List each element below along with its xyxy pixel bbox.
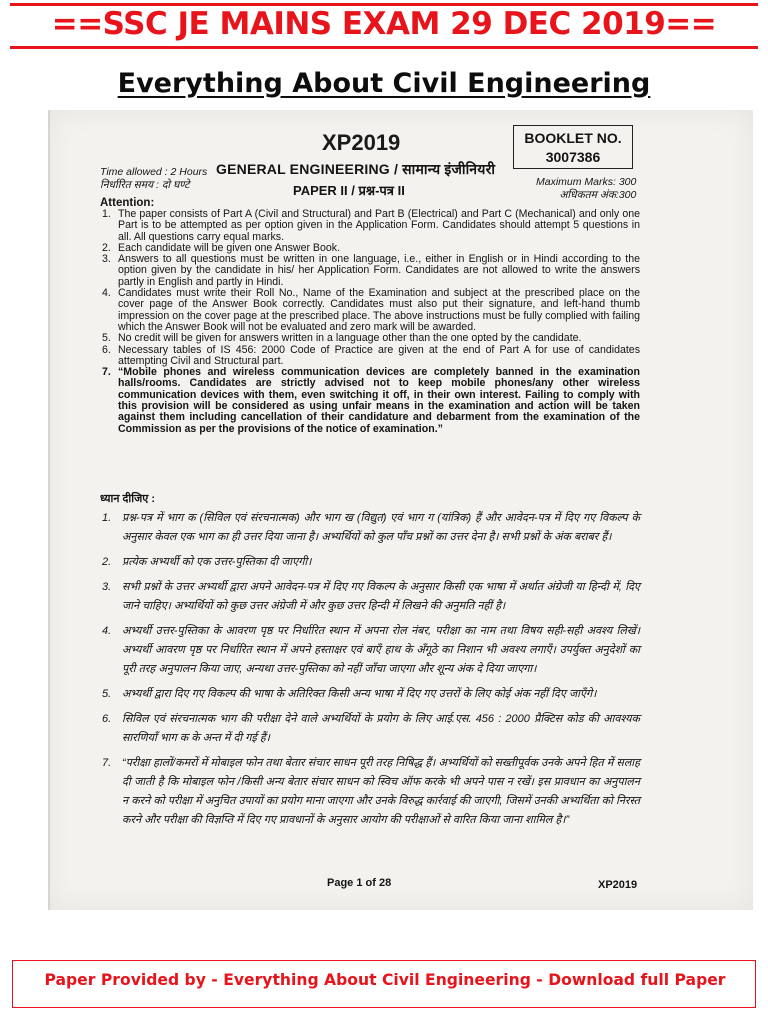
- instruction-text: प्रत्येक अभ्यर्थी को एक उत्तर-पुस्तिका दी जाएगी।: [122, 556, 312, 568]
- instruction-text: No credit will be given for answers written in a language other than the one opted by the candidate.: [118, 332, 582, 345]
- instruction-number: 5.: [102, 688, 112, 700]
- instruction-hi-item: [100, 553, 640, 572]
- instruction-text: अभ्यर्थी द्वारा दिए गए विकल्प की भाषा के अतिरिक्त किसी अन्य भाषा में दिए गए उत्तरों के लिए कोई अंक नहीं दिए जाएँगे।: [122, 688, 597, 700]
- instruction-text: Candidates must write their Roll No., Name of the Examination and subject at the prescribed place on the cover page of the Answer Book correctly. Candidates must also put their signature, and left-hand thumb impression on the cover page at the prescribed place. The above instructions must be fully complied with failing which the Answer Book will not be evaluated and zero mark will be awarded.: [118, 287, 640, 333]
- footer-banner[interactable]: [12, 960, 756, 1008]
- maximum-marks-en: Maximum Marks: 300: [536, 176, 637, 188]
- maximum-marks-hi: अधिकतम अंक:300: [559, 189, 637, 201]
- instruction-hi-item: [100, 578, 640, 616]
- instruction-number: 1.: [102, 208, 111, 220]
- booklet-box: [513, 125, 633, 169]
- instruction-number: 1.: [102, 512, 112, 524]
- instruction-text: Necessary tables of IS 456: 2000 Code of Practice are given at the end of Part A for use of candidates attempting Civil and Structural part.: [118, 343, 640, 367]
- instruction-number: 6.: [102, 713, 112, 725]
- hindi-heading: ध्यान दीजिए :: [100, 493, 156, 505]
- maximum-marks: [536, 176, 636, 202]
- page-number: Page 1 of 28: [327, 877, 392, 889]
- time-allowed-hi: निर्धारित समय : दो घण्टे: [100, 179, 190, 191]
- booklet-label: BOOKLET NO.: [524, 130, 622, 146]
- instruction-text: प्रश्न-पत्र में भाग क (सिविल एवं संरचनात्मक) और भाग ख (विद्युत) एवं भाग ग (यांत्रिक) हैं और आवेदन-पत्र में दिए गए विकल्प के अनुसार केवल एक भाग का ही उत्तर दिया जाना है। अभ्यर्थियों को कुल पाँच प्रश्नों का उत्तर देना है। सभी प्रश्नों के अंक बराबर हैं।: [122, 512, 640, 543]
- instruction-number: 7.: [102, 757, 112, 769]
- instruction-number: 7.: [102, 366, 111, 379]
- instruction-en-item: [100, 288, 640, 333]
- instruction-en-item: [100, 345, 640, 368]
- instruction-number: 4.: [102, 625, 112, 637]
- instruction-text: “Mobile phones and wireless communication devices are completely banned in the examination halls/rooms. Candidates are strictly advised not to keep mobile phones/any other wireless communication devices with them, even switching it off, in their own interest. Failing to comply with this provision will be considered as using unfair means in the examination and action will be taken against them including cancellation of their candidature and debarment from the examination of the Commission as per the provisions of the notice of examination.”: [118, 366, 640, 435]
- instruction-text: “परीक्षा हालों/कमरों में मोबाइल फोन तथा बेतार संचार साधन पूरी तरह निषिद्ध हैं। अभ्यर्थियों को सख्तीपूर्वक उनके अपने हित में सलाह दी जाती है कि मोबाइल फोन /किसी अन्य बेतार संचार साधन को स्विच ऑफ करके भी अपने पास न रखें। इस प्रावधान का अनुपालन न करने को परीक्षा में अनुचित उपायों का प्रयोग माना जाएगा और उनके विरुद्ध कार्रवाई की जाएगी, जिसमें उनकी अभ्यर्थिता को निरस्त करने और परीक्षा की विज्ञप्ति में दिए गए प्रावधानों के अनुसार आयोग की परीक्षाओं से वारित किया जाना शामिल है।”: [122, 757, 640, 826]
- instruction-hi-item: [100, 710, 640, 748]
- instruction-en-item: [100, 367, 640, 435]
- booklet-number: 3007386: [545, 149, 601, 165]
- page-footer-code: XP2019: [598, 879, 638, 891]
- attention-heading: Attention:: [100, 197, 155, 209]
- instruction-text: सिविल एवं संरचनात्मक भाग की परीक्षा देने वाले अभ्यर्थियों के प्रयोग के लिए आई.एस. 456 : 2000 प्रैक्टिस कोड की आवश्यक सारणियाँ भाग क के अन्त में दी गई हैं।: [122, 713, 640, 744]
- instruction-number: 2.: [102, 241, 111, 254]
- instruction-text: सभी प्रश्नों के उत्तर अभ्यर्थी द्वारा अपने आवेदन-पत्र में दिए गए विकल्प के अनुसार किसी एक भाषा में अर्थात अंग्रेजी या हिन्दी में, दिए जाने चाहिए। अभ्यर्थियों को कुछ उत्तर अंग्रेजी में और कुछ उत्तर हिन्दी में लिखने की अनुमति नहीं है।: [122, 581, 640, 612]
- scan-edge: [48, 110, 50, 910]
- instruction-hi-item: [100, 509, 640, 547]
- instruction-number: 3.: [102, 581, 112, 593]
- time-allowed: [100, 166, 207, 192]
- instruction-text: अभ्यर्थी उत्तर-पुस्तिका के आवरण पृष्ठ पर निर्धारित स्थान में अपना रोल नंबर, परीक्षा का नाम तथा विषय सही-सही अवश्य लिखें। अभ्यर्थी आवरण पृष्ठ पर निर्धारित स्थान में अपने हस्ताक्षर एवं बाएँ हाथ के अँगूठे का निशान भी अवश्य लगाएँ। उपर्युक्त अनुदेशों का पूरी तरह अनुपालन किया जाए, अन्यथा उत्तर-पुस्तिका को नहीं जाँचा जाएगा और शून्य अंक दे दिया जाएगा।: [122, 625, 640, 675]
- instruction-number: 2.: [102, 556, 112, 568]
- instructions-en: [100, 209, 640, 435]
- banner-bottom-rule: [10, 46, 758, 49]
- instruction-number: 4.: [102, 287, 111, 300]
- subject-title: GENERAL ENGINEERING / सामान्य इंजीनियरी: [216, 161, 496, 177]
- instruction-number: 3.: [102, 253, 111, 266]
- banner-title: ==SSC JE MAINS EXAM 29 DEC 2019==: [51, 6, 717, 42]
- page-subtitle: Everything About Civil Engineering: [117, 68, 651, 99]
- paper-code: XP2019: [322, 130, 401, 155]
- banner: [0, 0, 768, 52]
- instruction-text: Answers to all questions must be written in one language, i.e., either in English or in Hindi according to the option given by the candidate in his/ her Application Form. Candidates are not allowed to write the answers partly in English and partly in Hindi.: [118, 253, 640, 288]
- footer-download-link[interactable]: Paper Provided by - Everything About Civil Engineering - Download full Paper: [44, 971, 726, 989]
- instruction-number: 5.: [102, 332, 111, 345]
- instruction-number: 6.: [102, 343, 111, 356]
- instruction-en-item: [100, 209, 640, 243]
- paper-title: PAPER II / प्रश्न-पत्र II: [293, 183, 405, 198]
- instructions-hi: [100, 509, 640, 836]
- instruction-hi-item: [100, 685, 640, 704]
- instruction-hi-item: [100, 622, 640, 679]
- instruction-text: The paper consists of Part A (Civil and Structural) and Part B (Electrical) and Part C (Mechanical) and only one Part is to be attempted as per option given in the Application Form. Candidates should attempt 5 questions in all. All questions carry equal marks.: [118, 208, 640, 243]
- instruction-text: Each candidate will be given one Answer Book.: [118, 241, 341, 254]
- instruction-hi-item: [100, 754, 640, 830]
- time-allowed-en: Time allowed : 2 Hours: [100, 166, 208, 178]
- instruction-en-item: [100, 254, 640, 288]
